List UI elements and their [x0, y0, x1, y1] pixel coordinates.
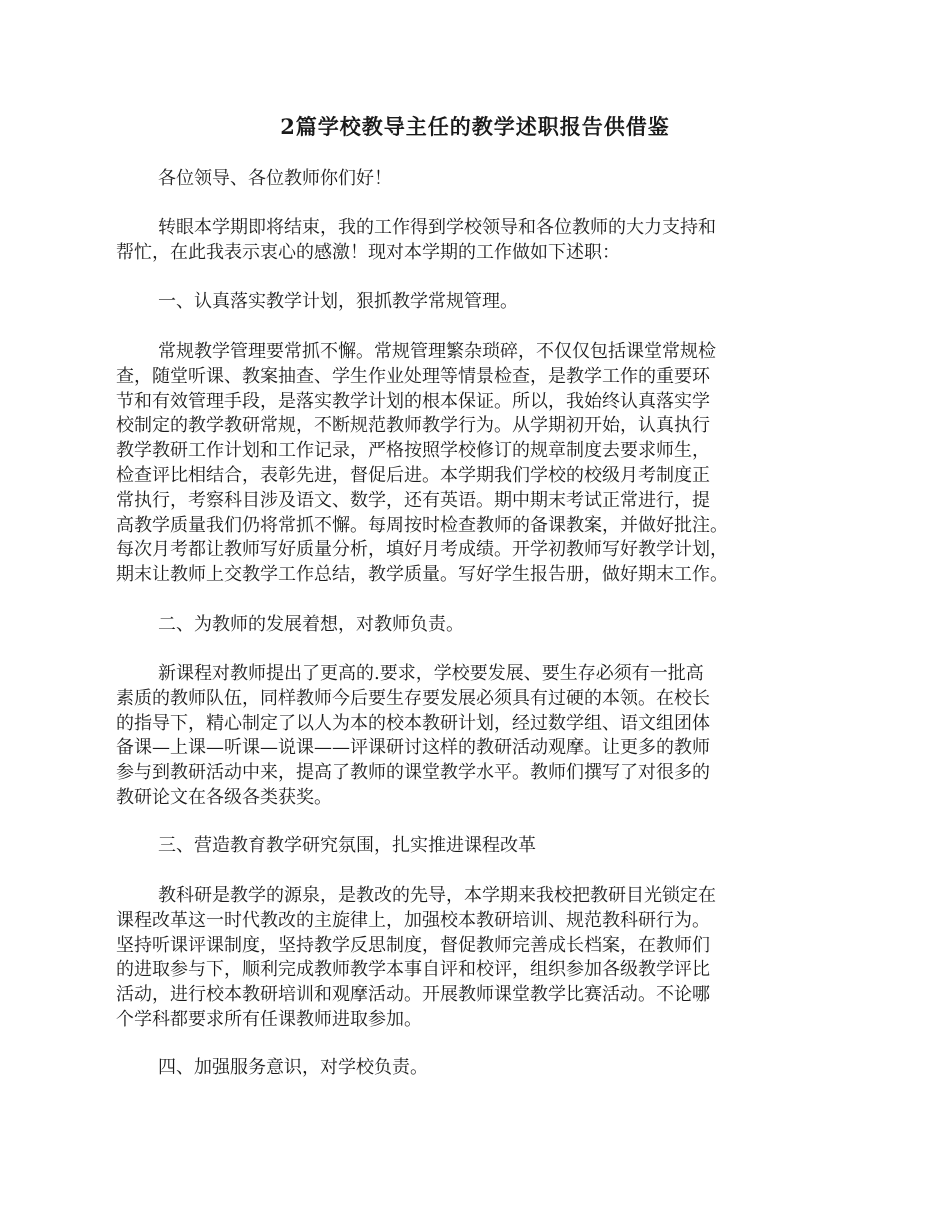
text-line: 期末让教师上交教学工作总结，教学质量。写好学生报告册，做好期末工作。: [116, 564, 728, 586]
paragraph-greeting: [116, 167, 836, 192]
text-line: 查，随堂听课、教案抽查、学生作业处理等情景检查，是教学工作的重要环: [116, 365, 710, 387]
paragraph-section-3-body: [116, 884, 836, 1033]
text-line: 备课—上课—听课—说课——评课研讨这样的教研活动观摩。让更多的教师: [116, 737, 710, 759]
text-line: 新课程对教师提出了更高的.要求，学校要发展、要生存必须有一批高: [158, 663, 704, 684]
text-line: 活动，进行校本教研培训和观摩活动。开展教师课堂教学比赛活动。不论哪: [116, 984, 710, 1006]
text-line: 教学教研工作计划和工作记录，严格按照学校修订的规章制度去要求师生，: [116, 440, 710, 462]
text-line: 的进取参与下，顺利完成教师教学本事自评和校评，组织参加各级教学评比: [116, 959, 710, 981]
paragraph-section-2-body: [116, 662, 836, 811]
text-line: 每次月考都让教师写好质量分析，填好月考成绩。开学初教师写好教学计划，: [116, 539, 728, 561]
text-line: 三、营造教育教学研究氛围，扎实推进课程改革: [158, 835, 536, 856]
text-line: 一、认真落实教学计划，狠抓教学常规管理。: [158, 291, 518, 312]
heading-section-2: [116, 613, 836, 638]
text-line: 各位领导、各位教师你们好！: [158, 168, 392, 189]
text-line: 检查评比相结合，表彰先进，督促后进。本学期我们学校的校级月考制度正: [116, 464, 710, 486]
text-line: 坚持听课评课制度，坚持教学反思制度，督促教师完善成长档案，在教师们: [116, 934, 710, 956]
text-line: 高教学质量我们仍将常抓不懈。每周按时检查教师的备课教案，并做好批注。: [116, 514, 728, 536]
text-line: 素质的教师队伍，同样教师今后要生存要发展必须具有过硬的本领。在校长: [116, 687, 710, 709]
text-line: 参与到教研活动中来，提高了教师的课堂教学水平。教师们撰写了对很多的: [116, 762, 710, 784]
heading-section-1: [116, 290, 836, 315]
text-line: 校制定的教学教研常规，不断规范教师教学行为。从学期初开始，认真执行: [116, 415, 710, 437]
document-title: 2篇学校教导主任的教学述职报告供借鉴: [280, 114, 670, 139]
text-line: 个学科都要求所有任课教师进取参加。: [116, 1008, 422, 1030]
paragraph-section-1-body: [116, 340, 836, 588]
text-line: 转眼本学期即将结束，我的工作得到学校领导和各位教师的大力支持和: [158, 217, 716, 238]
text-line: 四、加强服务意识，对学校负责。: [158, 1057, 428, 1078]
text-line: 常规教学管理要常抓不懈。常规管理繁杂琐碎，不仅仅包括课堂常规检: [158, 341, 716, 362]
text-line: 帮忙，在此我表示衷心的感激！现对本学期的工作做如下述职：: [116, 241, 620, 263]
text-line: 教科研是教学的源泉，是教改的先导，本学期来我校把教研目光锁定在: [158, 885, 716, 906]
heading-section-4: [116, 1056, 836, 1081]
paragraph-intro: [116, 216, 836, 266]
text-line: 的指导下，精心制定了以人为本的校本教研计划，经过数学组、语文组团体: [116, 712, 710, 734]
text-line: 教研论文在各级各类获奖。: [116, 786, 332, 808]
heading-section-3: [116, 834, 836, 859]
text-line: 二、为教师的发展着想，对教师负责。: [158, 614, 464, 635]
text-line: 常执行，考察科目涉及语文、数学，还有英语。期中期末考试正常进行，提: [116, 489, 710, 511]
text-line: 课程改革这一时代教改的主旋律上，加强校本教研培训、规范教科研行为。: [116, 909, 710, 931]
text-line: 节和有效管理手段，是落实教学计划的根本保证。所以，我始终认真落实学: [116, 390, 710, 412]
